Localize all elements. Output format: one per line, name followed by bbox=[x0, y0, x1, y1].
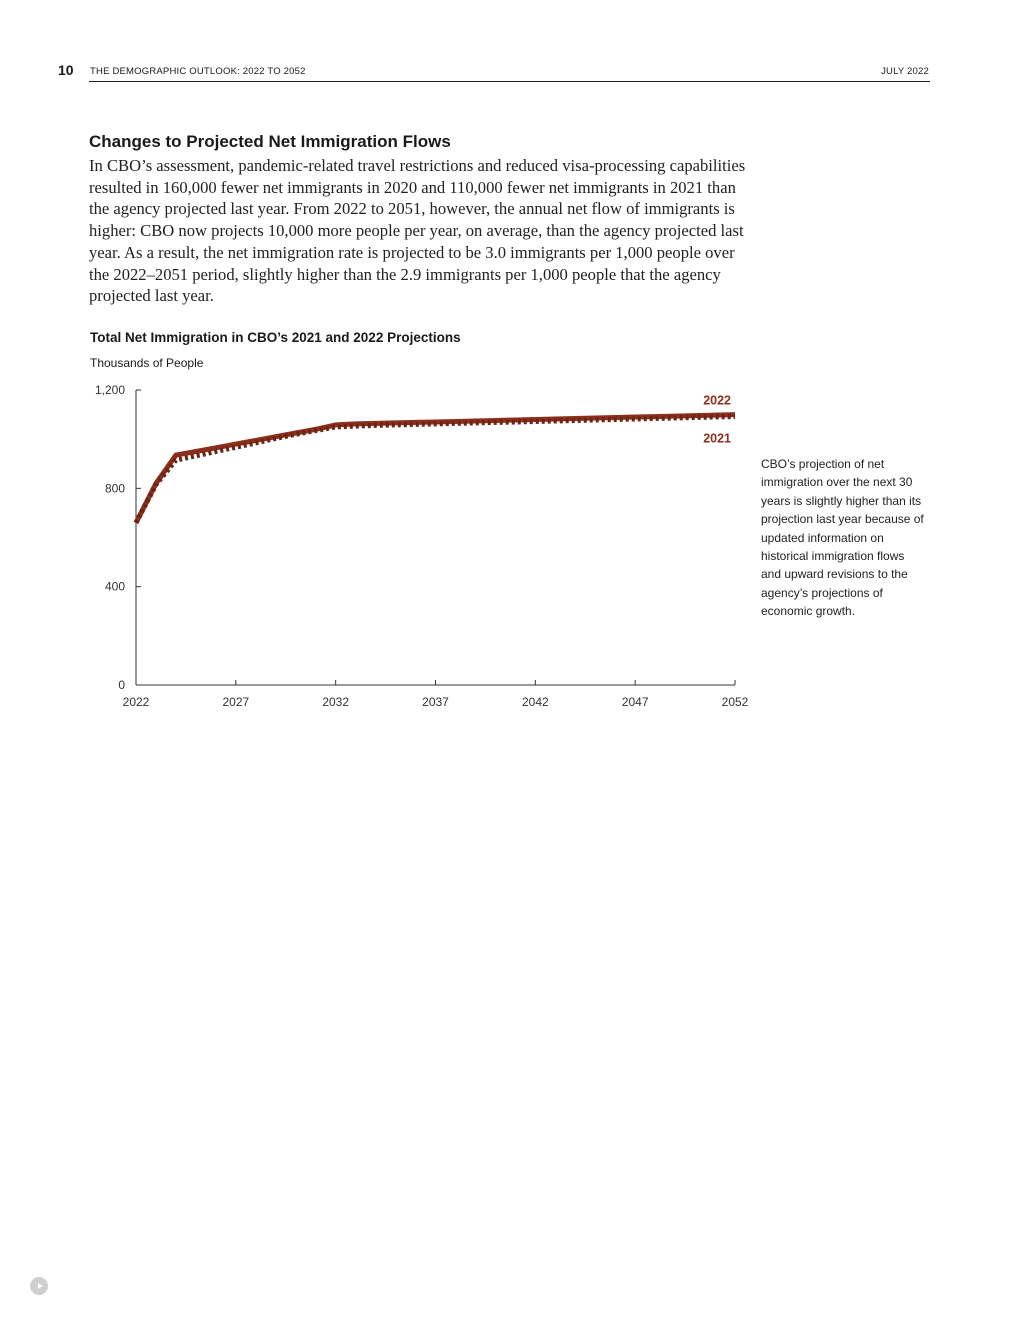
y-tick-label: 1,200 bbox=[94, 383, 125, 397]
series-label-2022: 2022 bbox=[703, 393, 731, 408]
series-label-2021: 2021 bbox=[703, 431, 731, 446]
x-tick-label: 2042 bbox=[521, 695, 549, 709]
header-divider bbox=[89, 81, 930, 82]
publication-date: JULY 2022 bbox=[881, 66, 929, 77]
y-tick-label: 800 bbox=[104, 481, 125, 496]
x-tick-label: 2032 bbox=[322, 695, 350, 709]
x-tick-label: 2037 bbox=[422, 695, 449, 709]
x-tick-label: 2022 bbox=[122, 695, 150, 709]
x-tick-label: 2047 bbox=[621, 695, 649, 709]
chart-title: Total Net Immigration in CBO’s 2021 and 2022 Projections bbox=[90, 330, 461, 345]
series-line-2021 bbox=[136, 417, 735, 523]
series-line-2022 bbox=[136, 415, 735, 523]
page-number: 10 bbox=[58, 62, 74, 78]
y-tick-label: 400 bbox=[104, 579, 125, 594]
play-circle-icon[interactable] bbox=[30, 1277, 48, 1295]
chart-y-unit-label: Thousands of People bbox=[90, 356, 204, 370]
x-tick-label: 2027 bbox=[222, 695, 250, 709]
chart-sidenote: CBO’s projection of net immigration over the next 30 years is slightly higher than its projection last year because of updated information on historical immigration flows and upward revisions to the agency’s projections of economic growth. bbox=[761, 457, 924, 619]
x-tick-label: 2052 bbox=[721, 695, 749, 709]
section-title: Changes to Projected Net Immigration Flows bbox=[89, 132, 451, 151]
running-title: THE DEMOGRAPHIC OUTLOOK: 2022 TO 2052 bbox=[90, 66, 306, 77]
body-paragraph: In CBO’s assessment, pandemic-related travel restrictions and reduced visa-processing capabilities resulted in 160,000 fewer net immigrants in 2020 and 110,000 fewer net immigrants in 2021 than the agency projected last year. From 2022 to 2051, however, the annual net flow of immigrants is higher: CBO now projects 10,000 more people per year, on average, than the agency projected last year. As a result, the net immigration rate is projected to be 3.0 immigrants per 1,000 people over the 2022–2051 period, slightly higher than the 2.9 immigrants per 1,000 people that the agency projected last year. bbox=[89, 156, 746, 306]
page-header bbox=[0, 0, 1020, 90]
line-chart bbox=[80, 375, 770, 720]
y-tick-label: 0 bbox=[118, 678, 125, 692]
